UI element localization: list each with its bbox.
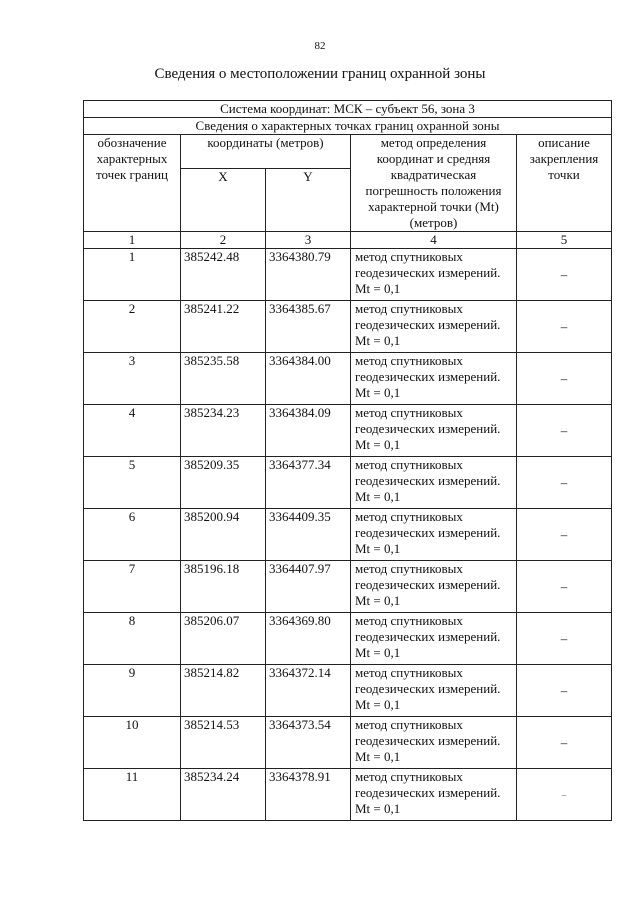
- column-number: 3: [266, 232, 351, 249]
- coordinate-x: 385209.35: [181, 457, 266, 509]
- point-designation: 4: [84, 405, 181, 457]
- section-heading-row: Сведения о характерных точках границ охранной зоны: [84, 118, 612, 135]
- coordinate-x: 385242.48: [181, 249, 266, 301]
- coordinates-table: [83, 100, 612, 821]
- point-designation: 1: [84, 249, 181, 301]
- coordinate-y: 3364384.00: [266, 353, 351, 405]
- method-description: метод спутниковых геодезических измерений. Mt = 0,1: [351, 405, 517, 457]
- header-method: метод определения координат и средняя квадратическая погрешность положения характерной точки (Mt) (метров): [351, 135, 517, 232]
- fixing-description: –: [517, 509, 612, 561]
- table-row: [84, 249, 612, 301]
- coordinate-x: 385235.58: [181, 353, 266, 405]
- method-description: метод спутниковых геодезических измерений. Mt = 0,1: [351, 509, 517, 561]
- fixing-description: –: [517, 301, 612, 353]
- coordinate-y: 3364372.14: [266, 665, 351, 717]
- header-designation: обозначение характерных точек границ: [84, 135, 181, 232]
- column-number: 5: [517, 232, 612, 249]
- table-row: [84, 561, 612, 613]
- point-designation: 9: [84, 665, 181, 717]
- point-designation: 11: [84, 769, 181, 821]
- fixing-description: –: [517, 665, 612, 717]
- coordinate-x: 385214.53: [181, 717, 266, 769]
- method-description: метод спутниковых геодезических измерений. Mt = 0,1: [351, 249, 517, 301]
- point-designation: 8: [84, 613, 181, 665]
- point-designation: 5: [84, 457, 181, 509]
- point-designation: 2: [84, 301, 181, 353]
- method-description: метод спутниковых геодезических измерений. Mt = 0,1: [351, 301, 517, 353]
- fixing-description: –: [517, 457, 612, 509]
- document-title: Сведения о местоположении границ охранной зоны: [154, 66, 486, 82]
- header-coordinates: координаты (метров): [181, 135, 351, 169]
- method-description: метод спутниковых геодезических измерений. Mt = 0,1: [351, 717, 517, 769]
- coordinate-x: 385234.24: [181, 769, 266, 821]
- page-number: 82: [314, 40, 326, 52]
- header-x: X: [181, 169, 266, 232]
- coordinate-x: 385206.07: [181, 613, 266, 665]
- method-description: метод спутниковых геодезических измерений. Mt = 0,1: [351, 665, 517, 717]
- table-row: [84, 405, 612, 457]
- point-designation: 6: [84, 509, 181, 561]
- fixing-description: –: [517, 405, 612, 457]
- coordinate-y: 3364373.54: [266, 717, 351, 769]
- coordinate-y: 3364377.34: [266, 457, 351, 509]
- coordinate-x: 385241.22: [181, 301, 266, 353]
- table-row: [84, 509, 612, 561]
- fixing-description: –: [517, 717, 612, 769]
- coordinate-y: 3364380.79: [266, 249, 351, 301]
- table-row: [84, 769, 612, 821]
- coordinate-y: 3364378.91: [266, 769, 351, 821]
- coordinate-x: 385214.82: [181, 665, 266, 717]
- table-row: [84, 613, 612, 665]
- table-row: [84, 665, 612, 717]
- point-designation: 7: [84, 561, 181, 613]
- method-description: метод спутниковых геодезических измерений. Mt = 0,1: [351, 353, 517, 405]
- column-number: 1: [84, 232, 181, 249]
- method-description: метод спутниковых геодезических измерений. Mt = 0,1: [351, 769, 517, 821]
- column-number: 4: [351, 232, 517, 249]
- coordinate-x: 385200.94: [181, 509, 266, 561]
- point-designation: 10: [84, 717, 181, 769]
- table-row: [84, 717, 612, 769]
- method-description: метод спутниковых геодезических измерений. Mt = 0,1: [351, 457, 517, 509]
- column-number: 2: [181, 232, 266, 249]
- table-row: [84, 301, 612, 353]
- fixing-description: –: [517, 613, 612, 665]
- table-row: [84, 457, 612, 509]
- coordinate-system-row: Система координат: МСК – субъект 56, зона 3: [84, 101, 612, 118]
- header-description: описание закрепления точки: [517, 135, 612, 232]
- coordinate-y: 3364385.67: [266, 301, 351, 353]
- fixing-description: –: [517, 769, 612, 821]
- point-designation: 3: [84, 353, 181, 405]
- coordinate-y: 3364369.80: [266, 613, 351, 665]
- header-y: Y: [266, 169, 351, 232]
- method-description: метод спутниковых геодезических измерений. Mt = 0,1: [351, 613, 517, 665]
- fixing-description: –: [517, 353, 612, 405]
- table-row: [84, 353, 612, 405]
- fixing-description: –: [517, 561, 612, 613]
- coordinate-y: 3364384.09: [266, 405, 351, 457]
- coordinate-x: 385234.23: [181, 405, 266, 457]
- coordinate-x: 385196.18: [181, 561, 266, 613]
- coordinate-y: 3364407.97: [266, 561, 351, 613]
- coordinate-y: 3364409.35: [266, 509, 351, 561]
- method-description: метод спутниковых геодезических измерений. Mt = 0,1: [351, 561, 517, 613]
- fixing-description: –: [517, 249, 612, 301]
